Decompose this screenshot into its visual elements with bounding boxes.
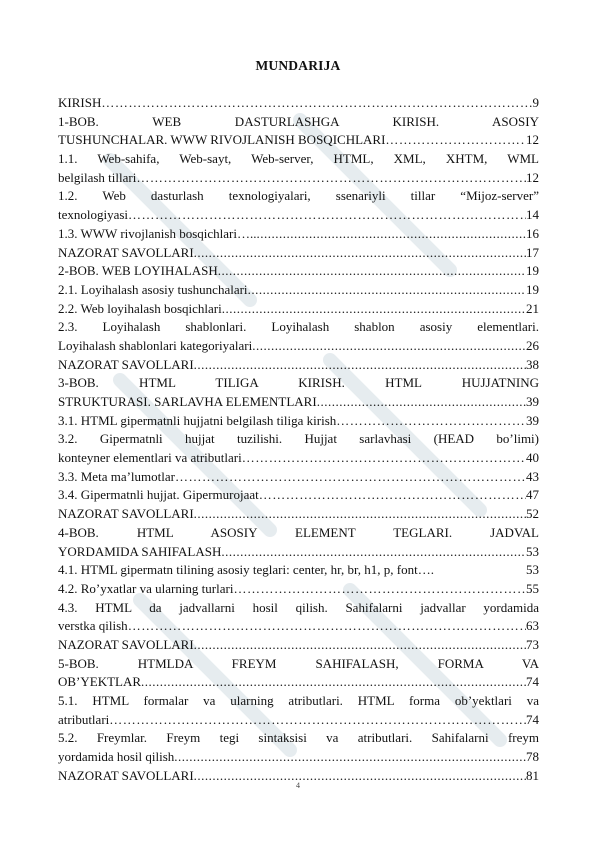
toc-entry[interactable] <box>58 187 539 224</box>
toc-page-number: 21 <box>526 300 539 316</box>
dot-leader <box>248 281 526 300</box>
toc-entry[interactable] <box>58 225 539 244</box>
toc-entry[interactable] <box>58 636 539 655</box>
dot-leader <box>256 225 526 244</box>
toc-entry-text: 2.2. Web loyihalash bosqichlari <box>58 300 222 316</box>
toc-entry-text: 2.3. Loyihalash shablonlari. Loyihalash shablon asosiy elementlari. <box>58 319 539 335</box>
toc-page-number: 9 <box>532 95 539 110</box>
page-number: 4 <box>296 781 300 790</box>
toc-entry-text: 5.1. HTML formalar va ularning atributlari. HTML forma ob’yektlari va <box>58 693 539 708</box>
dot-leader <box>101 94 532 113</box>
toc-entry[interactable] <box>58 281 539 300</box>
toc-page-number: 14 <box>526 207 539 223</box>
toc-page-number: 26 <box>526 337 539 353</box>
toc-entry[interactable] <box>58 468 539 487</box>
toc-entry[interactable] <box>58 561 539 580</box>
toc-page-number: 73 <box>526 636 539 652</box>
dot-leader <box>174 748 526 767</box>
toc-page-number: 39 <box>526 394 539 409</box>
dot-leader <box>317 393 526 412</box>
toc-entry-text: 2.1. Loyihalash asosiy tushunchalari <box>58 281 248 297</box>
dot-leader <box>194 356 526 375</box>
toc-page-number: 74 <box>526 674 539 690</box>
toc-page-number: 19 <box>526 281 539 297</box>
toc-entry-text: KIRISH <box>58 95 102 110</box>
toc-entry[interactable] <box>58 524 539 561</box>
dot-leader <box>259 486 526 505</box>
toc-entry-text: 1.2. Web dasturlash texnologiyalari, ssenariyli tillar “Mijoz-server” <box>58 188 539 204</box>
toc-entry[interactable] <box>58 244 539 263</box>
dot-leader <box>233 580 526 599</box>
toc-page-number: 47 <box>526 487 539 503</box>
toc-entry-text: 1-BOB. WEB DASTURLASHGA KIRISH. ASOSIY <box>58 113 539 129</box>
toc-page-number: 43 <box>526 468 539 484</box>
toc-entry-text: NAZORAT SAVOLLARI <box>58 767 194 783</box>
dot-leader <box>252 337 526 356</box>
dot-leader <box>128 617 526 636</box>
toc-entry-text: 3.2. Gipermatnli hujjat tuzilishi. Hujjat sarlavhasi (HEAD bo’limi) <box>58 431 539 447</box>
dot-leader <box>336 412 526 431</box>
toc-entry-text: 3.4. Gipermatnli hujjat. Gipermurojaat <box>58 487 259 503</box>
toc-entry-text: 3.3. Meta ma’lumotlar <box>58 468 175 484</box>
dot-leader <box>385 131 526 150</box>
toc-page-number: 55 <box>526 580 539 596</box>
toc-entry[interactable] <box>58 412 539 431</box>
page-title: MUNDARIJA <box>255 58 341 73</box>
toc-entry[interactable] <box>58 486 539 505</box>
toc-entry-text: verstka qilish <box>58 618 128 634</box>
toc-entry[interactable] <box>58 580 539 599</box>
toc-page-number: 17 <box>526 244 539 260</box>
dot-leader <box>194 636 526 655</box>
toc-entry[interactable] <box>58 262 539 281</box>
toc-entry-text: belgilash tillari <box>58 169 137 185</box>
toc-page-number: 63 <box>526 618 539 634</box>
dot-leader <box>128 206 526 225</box>
toc-entry-text: yordamida hosil qilish <box>58 749 175 765</box>
toc-entry[interactable] <box>58 300 539 319</box>
toc-entry[interactable] <box>58 318 539 355</box>
toc-page-number: 39 <box>526 412 539 428</box>
toc-entry[interactable] <box>58 113 539 150</box>
dot-leader <box>175 468 526 487</box>
toc-entry-text: texnologiyasi <box>58 207 129 223</box>
toc-entry-text: 3.1. HTML gipermatnli hujjatni belgilash tiliga kirish <box>58 412 337 428</box>
dot-leader <box>218 262 526 281</box>
toc-entry-text: 3-BOB. HTML TILIGA KIRISH. HTML HUJJATNING <box>58 375 539 391</box>
toc-entry-text: 1.3. WWW rivojlanish bosqichlari….. <box>58 225 257 241</box>
toc-page-number: 78 <box>526 749 539 765</box>
toc-page-number: 12 <box>526 169 539 185</box>
toc-entry-text: atributlari <box>58 711 110 727</box>
dot-leader <box>242 449 526 468</box>
dot-leader <box>194 244 526 263</box>
toc-entry-text: 1.1. Web-sahifa, Web-sayt, Web-server, HTML, XML, XHTM, WML <box>58 151 539 167</box>
toc-page-number: 53 <box>526 562 539 578</box>
toc-entry[interactable] <box>58 94 539 113</box>
toc-entry[interactable] <box>58 430 539 467</box>
toc-entry-text: TUSHUNCHALAR. WWW RIVOJLANISH BOSQICHLARI <box>58 132 386 148</box>
toc-entry[interactable] <box>58 655 539 692</box>
toc-page-number: 19 <box>526 263 539 279</box>
toc-entry-text: STRUKTURASI. SARLAVHA ELEMENTLARI <box>58 394 317 409</box>
toc-page-number: 81 <box>526 767 539 783</box>
toc-entry[interactable] <box>58 150 539 187</box>
toc-page-number: 16 <box>526 225 539 241</box>
toc-page-number: 53 <box>526 543 539 559</box>
toc-entry-text: NAZORAT SAVOLLARI <box>58 244 194 260</box>
toc-entry-text: 4.1. HTML gipermatn tilining asosiy teglari: center, hr, br, h1, p, font…. <box>58 562 434 578</box>
toc-entry-text: 2-BOB. WEB LOYIHALASH <box>58 263 218 279</box>
dot-leader <box>222 300 526 319</box>
toc-entry-text: Loyihalash shablonlari kategoriyalari <box>58 337 253 353</box>
toc-entry-text: 4.3. HTML da jadvallarni hosil qilish. Sahifalarni jadvallar yordamida <box>58 599 539 615</box>
dot-leader <box>141 673 526 692</box>
toc-page-number: 74 <box>526 711 539 727</box>
toc-entry[interactable] <box>58 356 539 375</box>
toc-entry-text: OB’YEKTLAR <box>58 674 142 690</box>
toc-entry-text: 4.2. Ro’yxatlar va ularning turlari <box>58 580 234 596</box>
toc-entry-text: konteyner elementlari va atributlari <box>58 450 242 466</box>
toc-entry[interactable] <box>58 374 539 411</box>
toc-page-number: 12 <box>526 132 539 148</box>
toc-entry[interactable] <box>58 599 539 636</box>
toc-entry-text: NAZORAT SAVOLLARI <box>58 506 194 522</box>
toc-entry-text: 5-BOB. HTMLDA FREYM SAHIFALASH, FORMA VA <box>58 655 539 671</box>
dot-leader <box>194 505 526 524</box>
toc-entry-text: 4-BOB. HTML ASOSIY ELEMENT TEGLARI. JADVAL <box>58 524 539 540</box>
toc-page-number: 40 <box>526 450 539 466</box>
toc-entry[interactable] <box>58 692 539 729</box>
toc-entry-text: 5.2. Freymlar. Freym tegi sintaksisi va atributlari. Sahifalarni freym <box>58 730 539 746</box>
dot-leader <box>136 169 526 188</box>
toc-entry[interactable] <box>58 505 539 524</box>
toc-entry[interactable] <box>58 729 539 766</box>
toc-page-number: 52 <box>526 506 539 522</box>
toc-entry-text: NAZORAT SAVOLLARI <box>58 356 194 372</box>
table-of-contents <box>58 94 539 785</box>
dot-leader <box>109 711 526 730</box>
toc-entry-text: NAZORAT SAVOLLARI <box>58 636 194 652</box>
dot-leader <box>221 543 526 562</box>
toc-entry-text: YORDAMIDA SAHIFALASH <box>58 543 222 559</box>
toc-page-number: 38 <box>526 356 539 372</box>
